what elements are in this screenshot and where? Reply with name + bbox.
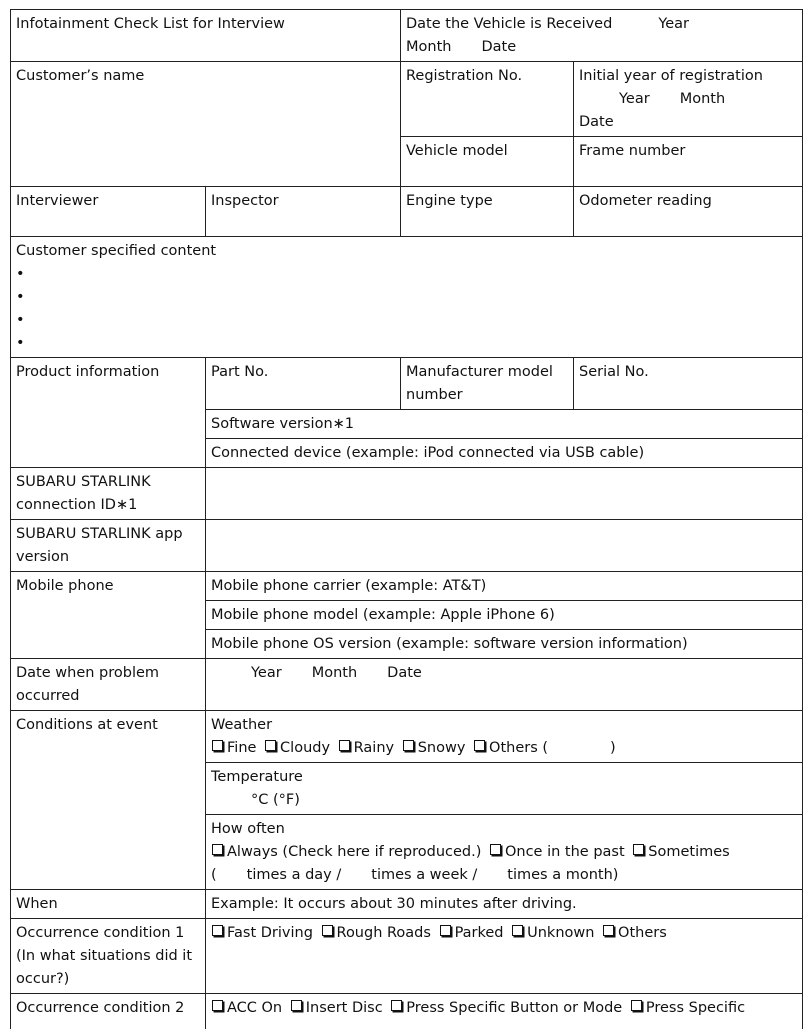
- problem-date-date: Date: [387, 665, 422, 681]
- others-label: Others: [618, 925, 667, 941]
- row-starlink-app: [11, 520, 803, 572]
- mobile-phone-label: Mobile phone: [11, 572, 206, 659]
- initial-registration-month: Month: [680, 91, 725, 107]
- date-received-cell: [401, 10, 803, 62]
- bullet-4: •: [16, 332, 797, 355]
- always-label: Always (Check here if reproduced.): [227, 844, 481, 860]
- starlink-app-label: SUBARU STARLINK app version: [11, 520, 206, 572]
- once-label: Once in the past: [505, 844, 625, 860]
- engine-type-label: Engine type: [401, 187, 574, 237]
- starlink-app-field[interactable]: [206, 520, 803, 572]
- unknown-checkbox[interactable]: [512, 925, 523, 936]
- problem-date-field: [206, 659, 803, 711]
- weather-rainy-label: Rainy: [354, 740, 394, 756]
- customer-content-label: Customer specified content: [16, 240, 797, 263]
- acc-on-checkbox[interactable]: [212, 1000, 223, 1011]
- others-checkbox[interactable]: [603, 925, 614, 936]
- initial-registration-cell: [574, 62, 803, 137]
- weather-cloudy-checkbox[interactable]: [265, 740, 276, 751]
- acc-on-label: ACC On: [227, 1000, 282, 1016]
- odometer-label: Odometer reading: [574, 187, 803, 237]
- row-customer-content: [11, 237, 803, 358]
- press-button-mode-label: Press Specific Button or Mode: [406, 1000, 622, 1016]
- row-mobile-carrier: [11, 572, 803, 601]
- weather-others-label: Others (: [489, 740, 548, 756]
- frequency-open: (: [211, 867, 217, 883]
- row-product: [11, 358, 803, 410]
- problem-date-year: Year: [251, 665, 282, 681]
- initial-registration-label: Initial year of registration: [579, 65, 797, 88]
- inspector-label: Inspector: [206, 187, 401, 237]
- customer-content-cell: [11, 237, 803, 358]
- problem-date-month: Month: [312, 665, 357, 681]
- row-when: [11, 890, 803, 919]
- starlink-id-field[interactable]: [206, 468, 803, 520]
- mobile-model-label: Mobile phone model (example: Apple iPhone 6): [206, 601, 803, 630]
- weather-fine-label: Fine: [227, 740, 256, 756]
- form-title: Infotainment Check List for Interview: [11, 10, 401, 62]
- starlink-id-label: SUBARU STARLINK connection ID∗1: [11, 468, 206, 520]
- fast-driving-checkbox[interactable]: [212, 925, 223, 936]
- software-version-label: Software version∗1: [206, 410, 803, 439]
- mobile-carrier-label: Mobile phone carrier (example: AT&T): [206, 572, 803, 601]
- rough-roads-label: Rough Roads: [337, 925, 431, 941]
- date-received-year: Year: [658, 16, 689, 32]
- row-title: [11, 10, 803, 62]
- product-info-label: Product information: [11, 358, 206, 468]
- interviewer-label: Interviewer: [11, 187, 206, 237]
- row-problem-date: [11, 659, 803, 711]
- initial-registration-date: Date: [579, 111, 797, 134]
- insert-disc-checkbox[interactable]: [291, 1000, 302, 1011]
- when-label: When: [11, 890, 206, 919]
- parked-label: Parked: [455, 925, 504, 941]
- rough-roads-checkbox[interactable]: [322, 925, 333, 936]
- temperature-unit: °C (°F): [211, 789, 797, 812]
- occurrence2-options: [206, 994, 803, 1029]
- row-interviewer: [11, 187, 803, 237]
- sometimes-checkbox[interactable]: [633, 844, 644, 855]
- customer-name-label: Customer’s name: [11, 62, 401, 187]
- frequency-day: times a day /: [247, 867, 342, 883]
- weather-snowy-checkbox[interactable]: [403, 740, 414, 751]
- connected-device-label: Connected device (example: iPod connected via USB cable): [206, 439, 803, 468]
- always-checkbox[interactable]: [212, 844, 223, 855]
- row-occurrence-1: [11, 919, 803, 994]
- press-button-mode-checkbox[interactable]: [391, 1000, 402, 1011]
- unknown-label: Unknown: [527, 925, 594, 941]
- weather-fine-checkbox[interactable]: [212, 740, 223, 751]
- weather-rainy-checkbox[interactable]: [339, 740, 350, 751]
- date-received-label: Date the Vehicle is Received: [406, 16, 612, 32]
- frame-number-label: Frame number: [574, 137, 803, 187]
- weather-others-checkbox[interactable]: [474, 740, 485, 751]
- press-specific-checkbox[interactable]: [631, 1000, 642, 1011]
- bullet-3: •: [16, 309, 797, 332]
- row-weather: [11, 711, 803, 763]
- press-specific-label: Press Specific: [646, 1000, 745, 1016]
- vehicle-model-label: Vehicle model: [401, 137, 574, 187]
- sometimes-label: Sometimes: [648, 844, 729, 860]
- how-often-cell: [206, 815, 803, 890]
- temperature-label: Temperature: [211, 766, 797, 789]
- insert-disc-label: Insert Disc: [306, 1000, 383, 1016]
- row-customer: [11, 62, 803, 137]
- part-no-label: Part No.: [206, 358, 401, 410]
- bullet-1: •: [16, 263, 797, 286]
- occurrence1-label: Occurrence condition 1 (In what situations did it occur?): [11, 919, 206, 994]
- row-occurrence-2: [11, 994, 803, 1029]
- date-received-month: Month: [406, 39, 451, 55]
- mobile-os-label: Mobile phone OS version (example: software version information): [206, 630, 803, 659]
- occurrence2-label: Occurrence condition 2: [11, 994, 206, 1029]
- parked-checkbox[interactable]: [440, 925, 451, 936]
- fast-driving-label: Fast Driving: [227, 925, 313, 941]
- problem-date-label: Date when problem occurred: [11, 659, 206, 711]
- row-starlink-id: [11, 468, 803, 520]
- serial-no-label: Serial No.: [574, 358, 803, 410]
- weather-cloudy-label: Cloudy: [280, 740, 330, 756]
- weather-label: Weather: [211, 714, 797, 737]
- bullet-2: •: [16, 286, 797, 309]
- occurrence1-options: [206, 919, 803, 994]
- when-example: Example: It occurs about 30 minutes after driving.: [206, 890, 803, 919]
- weather-others-close: ): [610, 740, 616, 756]
- how-often-label: How often: [211, 818, 797, 841]
- date-received-date: Date: [481, 39, 516, 55]
- weather-cell: [206, 711, 803, 763]
- once-checkbox[interactable]: [490, 844, 501, 855]
- temperature-cell: [206, 763, 803, 815]
- conditions-label: Conditions at event: [11, 711, 206, 890]
- initial-registration-year: Year: [619, 91, 650, 107]
- frequency-week: times a week /: [371, 867, 477, 883]
- registration-no-label: Registration No.: [401, 62, 574, 137]
- checklist-table: [10, 9, 803, 1029]
- manufacturer-model-label: Manufacturer model number: [401, 358, 574, 410]
- frequency-month: times a month): [507, 867, 618, 883]
- weather-snowy-label: Snowy: [418, 740, 466, 756]
- checklist-sheet: [10, 9, 802, 989]
